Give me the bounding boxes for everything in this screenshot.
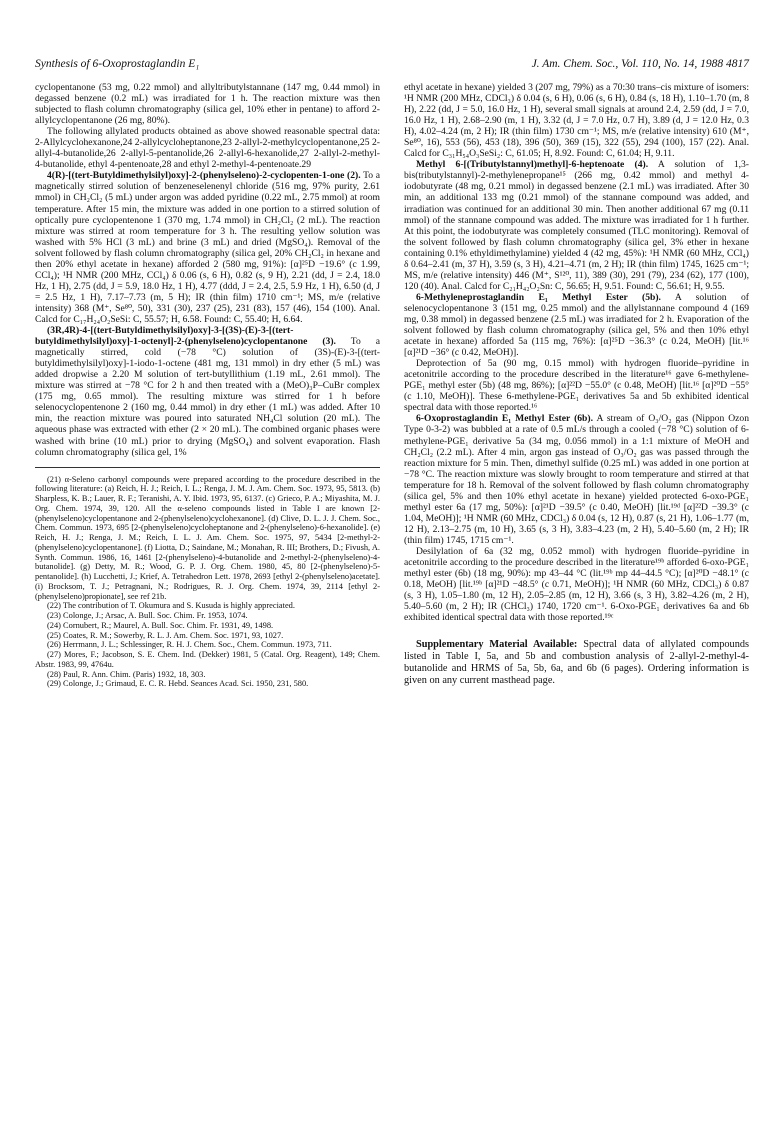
header-title: Synthesis of 6-Oxoprostaglandin E₁ bbox=[35, 58, 200, 70]
paragraph-text: Deprotection of 5a (90 mg, 0.15 mmol) with hydrogen fluoride–pyridine in acetonitrile according to the procedure described in the literature¹⁶ gave 6-methylene-PGE₁ methyl ester (5b) (48 mg, 86%); [α]²²D −55.0° (c 0.48, MeOH) [lit.¹⁶ [α]²⁰D −55° (c 1.10, MeOH)]. These 6-methylene-PGE₁ derivatives 5a and 5b exhibited identical spectral data with those reported.¹⁶ bbox=[404, 358, 749, 414]
right-column-body bbox=[404, 82, 749, 623]
paragraph bbox=[404, 413, 749, 546]
reference-item: (23) Colonge, J.; Arsac, A. Bull. Soc. Chim. Fr. 1953, 1074. bbox=[47, 611, 248, 621]
left-column-body bbox=[35, 82, 380, 458]
paragraph-text: A solution of 1,3-bis(tributylstannyl)-2-methylenepropane¹⁵ (266 mg, 0.42 mmol) and methyl 4-iodobutyrate (48 mg, 0.21 mmol) in degassed benzene (2.1 mL) was irradiated. After 30 min, an additional 133 mg (0.21 mmol) of the stannane compound was added, and irradiation was continued for an additional 30 min. Then another additional 67 mg (0.11 mmol) of the stannane compound was added. The mixture was irradiated for 1 h further. At this point, the iodobutyrate was completely consumed (TLC monitoring). Removal of the solvent followed by flash column chromatography (silica gel, 3% ether in hexane containing 0.1% ethyldimethylamine) yielded 4 (42 mg, 45%): ¹H NMR (60 MHz, CCl₄) δ 0.64–2.41 (m, 37 H), 3.59 (s, 3 H), 4.21–4.71 (m, 2 H); IR (thin film) 1745, 1625 cm⁻¹; MS, m/e (relative intensity) 446 (M⁺, S¹²⁰, 11), 389 (30), 291 (79), 234 (62), 177 (100), 120 (40). Anal. Calcd for C₂₁H₄₂O₂Sn: C, 56.65; H, 9.51. Found: C, 56.61; H, 9.55. bbox=[404, 159, 750, 292]
paragraph bbox=[35, 170, 380, 325]
reference-item: (22) The contribution of T. Okumura and S. Kusuda is highly appreciated. bbox=[47, 601, 295, 611]
supplementary-material bbox=[404, 639, 749, 687]
paragraph bbox=[404, 159, 749, 292]
paragraph-text: A solution of selenocyclopentanone 3 (151 mg, 0.25 mmol) and the allylstannane compound 4 (169 mg, 0.38 mmol) in degassed benzene (2.5 mL) was irradiated for 2 h. Evaporation of the solvent followed by flash column chromatography (silica gel, 5% and then 10% ethyl acetate in hexane) afforded 5a (115 mg, 76%): [α]²⁵D −36.3° (c 0.24, MeOH) [lit.¹⁶ [α]²¹D −36° (c 0.42, MeOH)]. bbox=[404, 291, 749, 359]
paragraph bbox=[404, 82, 749, 159]
header-journal-citation: J. Am. Chem. Soc., Vol. 110, No. 14, 1988 4817 bbox=[531, 58, 749, 70]
paragraph bbox=[404, 546, 749, 623]
paragraph-heading: 6-Methyleneprostaglandin E₁ Methyl Ester (5b). bbox=[416, 291, 661, 303]
left-column bbox=[35, 82, 380, 689]
reference-item: (25) Coates, R. M.; Sowerby, R. L. J. Am. Chem. Soc. 1971, 93, 1027. bbox=[47, 630, 284, 640]
paragraph-text: Desilylation of 6a (32 mg, 0.052 mmol) with hydrogen fluoride–pyridine in acetonitrile according to the procedure described in the literature¹⁹ᵇ afforded 6-oxo-PGE₁ methyl ester (6b) (18 mg, 90%): mp 43–44 °C (lit.¹⁹ᵇ mp 44–44.5 °C); [α]²⁰D −48.1° (c 0.18, MeOH) [lit.¹⁹ᵇ [α]²¹D −48.5° (c 0.71, MeOH)]; ¹H NMR (60 MHz, CDCl₃) δ 0.87 (s, 3 H), 1.05–1.80 (m, 12 H), 2.05–2.85 (m, 12 H), 3.66 (s, 3 H), 3.82–4.26 (m, 2 H), 5.40–5.60 (m, 2 H); IR (CHCl₃) 1740, 1720 cm⁻¹. 6-Oxo-PGE₁ derivatives 6a and 6b exhibited identical spectral data with those reported.¹⁹ᶜ bbox=[404, 545, 749, 624]
paragraph-heading: 4(R)-[(tert-Butyldimethylsilyl)oxy]-2-(phenylseleno)-2-cyclopenten-1-one (2). bbox=[47, 170, 361, 182]
reference-item: (24) Cornubert, R.; Maurel, A. Bull. Soc. Chim. Fr. 1931, 49, 1498. bbox=[47, 620, 274, 630]
reference-item: (29) Colonge, J.; Grimaud, E. C. R. Hebd. Seances Acad. Sci. 1950, 231, 580. bbox=[47, 679, 309, 689]
running-header bbox=[35, 58, 749, 74]
supplementary-heading: Supplementary Material Available: bbox=[416, 639, 578, 651]
footnote-divider bbox=[35, 467, 380, 468]
right-column bbox=[404, 82, 749, 687]
supplementary-paragraph bbox=[404, 639, 749, 687]
paragraph bbox=[404, 292, 749, 358]
reference-item: (26) Herrmann, J. L.; Schlessinger, R. H. J. Chem. Soc., Chem. Commun. 1973, 711. bbox=[47, 640, 332, 650]
paragraph-text: To a magnetically stirred, cold (−78 °C) solution of (3S)-(E)-3-[(tert-butyldimethylsilyl)oxy]-1-iodo-1-octene (481 mg, 131 mmol) in dry ether (5 mL) was added dropwise a 2.20 M solution of tert-butyllithium (1.19 mL, 2.61 mmol). The mixture was stirred at −78 °C for 2 h and then treated with a (MeO)₃P–CuBr complex (175 mg, 0.65 mmol). The resulting mixture was stirred for 1 h before selenocyclopentenone 2 (160 mg, 0.44 mmol) in dry ether (1 mL) was added. After 10 min, the reaction mixture was poured into saturated NH₄Cl solution (20 mL). The aqueous phase was extracted with ether (2 × 20 mL). The combined organic phases were washed with brine (10 mL) prior to drying (MgSO₄) and solvent evaporation. Flash column chromatography (silica gel, 1% bbox=[35, 336, 381, 458]
paragraph-text: To a magnetically stirred solution of benzeneselenenyl chloride (516 mg, 97% purity, 2.61 mmol) in CH₂Cl₂ (5 mL) under argon was added pyridine (0.22 mL, 2.75 mmol) at room temperature. After 15 min, the mixture was added in one portion to a stirred solution of optically pure cyclopentenone 1 (370 mg, 1.74 mmol) in CH₂Cl₂ (2 mL). The reaction mixture was stirred at room temperature for 3 h. The resulting yellow solution was washed with 5% HCl (3 mL) and brine (3 mL) and dried (MgSO₄). Removal of the solvent followed by flash column chromatography (silica gel, 20% CH₂Cl₂ in hexane and then 20% ethyl acetate in hexane) afforded 2 (580 mg, 91%): [α]²⁵D −19.6° (c 1.99, CCl₄); ¹H NMR (200 MHz, CCl₄) δ 0.06 (s, 6 H), 0.82 (s, 9 H), 2.21 (dd, J = 2.4, 18.0 Hz, 1 H), 2.75 (dd, J = 5.9, 18.0 Hz, 1 H), 4.77 (ddd, J = 2.4, 2.5, 5.9 Hz, 1 H), 6.50 (d, J = 2.5 Hz, 1 H), 7.17–7.73 (m, 5 H); IR (thin film) 1710 cm⁻¹; MS, m/e (relative intensity) 368 (M⁺, Se⁸⁰, 50), 331 (30), 237 (25), 231 (83), 157 (46), 154 (100). Anal. Calcd for C₁₇H₂₄O₂SeSi: C, 55.57; H, 6.58. Found: C, 55.40; H, 6.64. bbox=[35, 170, 380, 325]
paragraph-text: A stream of O₃/O₂ gas (Nippon Ozon Type 0-3-2) was bubbled at a rate of 0.5 mL/s through a cooled (−78 °C) solution of 6-methylene-PGE₁ derivative 5a (34 mg, 0.056 mmol) in a 1:1 mixture of MeOH and CH₂Cl₂ (2.2 mL). After 4 min, argon gas instead of O₃/O₂ gas was passed through the reaction mixture for 5 min. Then, dimethyl sulfide (0.25 mL) was added in one portion at −78 °C. The reaction mixture was slowly brought to room temperature and stirred at that temperature for 18 h. Removal of the solvent followed by flash column chromatography (silica gel, 5% and then 10% ethyl acetate in hexane) yielded protected 6-oxo-PGE₁ methyl ester 6a (17 mg, 50%): [α]²¹D −39.5° (c 0.40, MeOH) [lit.¹⁹ᵈ [α]²²D −39.3° (c 1.04, MeOH)]; ¹H NMR (60 MHz, CDCl₃) δ 0.04 (s, 12 H), 0.87 (s, 21 H), 1.06–1.77 (m, 12 H), 2.13–2.75 (m, 10 H), 3.65 (s, 3 H), 3.83–4.23 (m, 2 H), 5.40–5.60 (m, 2 H); IR (thin film) 1745, 1715 cm⁻¹. bbox=[404, 413, 750, 546]
paragraph-text: The following allylated products obtained as above showed reasonable spectral data: 2-Allylcyclohexanone,24 2-allylcycloheptanone,23 2-allyl-2-methylcyclopentanone,25 2-allyl-4-butanolide,26 2-allyl-5-pentanolide,26 2-allyl-6-hexanolide,27 2-allyl-2-methyl-4-butanolide, ethyl 4-pentenoate,28 and ethyl 2-methyl-4-pentenoate.29 bbox=[35, 126, 380, 171]
paragraph bbox=[35, 126, 380, 170]
paragraph bbox=[35, 82, 380, 126]
reference-item: (28) Paul, R. Ann. Chim. (Paris) 1932, 18, 303. bbox=[47, 669, 206, 679]
paragraph bbox=[404, 358, 749, 413]
references bbox=[35, 475, 380, 690]
reference-item: (27) Mores, F.; Jacobson, S. E. Chem. Ind. (Dekker) 1981, 5 (Catal. Org. Reagent), 149; Chem. Abstr. 1983, 99, 4764u. bbox=[35, 650, 380, 669]
paragraph-heading: (3R,4R)-4-[(tert-Butyldimethylsilyl)oxy]-3-[(3S)-(E)-3-[(tert-butyldimethylsilyl)oxy]-1-octenyl]-2-(phenylseleno)cyclopentanone (3). bbox=[35, 325, 336, 348]
paragraph-heading: Methyl 6-[(Tributylstannyl)methyl]-6-heptenoate (4). bbox=[416, 159, 649, 171]
paragraph bbox=[35, 325, 380, 458]
reference-item: (21) α-Seleno carbonyl compounds were prepared according to the procedure described in the following literature: (a) Reich, H. J.; Reich, I. L.; Renga, J. M. J. Am. Chem. Soc. 1973, 95, 5813. (b) Sharpless, K. B.; Lauer, R. F.; Teranishi, A. Y. Ibid. 1973, 95, 6137. (c) Grieco, P. A.; Miyashita, M. J. Org. Chem. 1974, 39, 120. All the α-seleno compounds listed in Table I are known [2-(phenylseleno)cyclopentanone and 2-(phenylseleno)cyclohexanone]. (d) Clive, D. L. J. J. Chem. Soc., Chem. Commun. 1973, 695 [2-(phenylseleno)cycloheptanone and 2-(phenylseleno)-6-hexanolide]. (e) Reich, H. J.; Renga, J. M.; Reich, I. L. J. Am. Chem. Soc. 1975, 97, 5434 [2-methyl-2-(phenylseleno)cyclopentanone]. (f) Liotta, D.; Saindane, M.; Monahan, R. III; Brothers, D.; Fivush, A. Synth. Commun. 1986, 16, 1461 [2-(phenylseleno)-4-butanolide and 2-methyl-2-(phenylseleno)-4-butanolide]. (g) Detty, M. R.; Wood, G. P. J. Org. Chem. 1980, 45, 80 [2-(phenylseleno)-5-pentanolide]. (h) Lucchetti, J.; Krief, A. Tetrahedron Lett. 1978, 2693 [ethyl 2-(phenylseleno)acetate]. (i) Brocksom, T. J.; Petragnani, N.; Rodrigues, R. J. Org. Chem. 1974, 39, 2114 [ethyl 2-(phenylseleno)propionate], see ref 21b. bbox=[35, 474, 380, 601]
supplementary-text: Spectral data of allylated compounds listed in Table I, 5a, and 5b and combustion analysis of 2-allyl-2-methyl-4-butanolide and HRMS of 5a, 5b, 6a, and 6b (6 pages). Ordering information is given on any current masthead page. bbox=[404, 639, 749, 687]
paragraph-text: cyclopentanone (53 mg, 0.22 mmol) and allyltributylstannane (147 mg, 0.44 mmol) in degassed benzene (0.2 mL) was irradiated for 1 h. The reaction mixture was then subjected to flash column chromatography (silica gel, 10% ether in pentane) to afford 2-allylcyclopentanone (26 mg, 80%). bbox=[35, 82, 380, 127]
paragraph-heading: 6-Oxoprostaglandin E₁ Methyl Ester (6b). bbox=[416, 413, 593, 425]
paragraph-text: ethyl acetate in hexane) yielded 3 (207 mg, 79%) as a 70:30 trans–cis mixture of isomers: ¹H NMR (200 MHz, CDCl₃) δ 0.04 (s, 6 H), 0.06 (s, 6 H), 0.84 (s, 18 H), 1.10–1.70 (m, 8 H), 2.22 (dd, J = 5.0, 16.0 Hz, 1 H), several small signals at around 2.4, 2.59 (dd, J = 7.0, 16.0 Hz, 1 H), 2.68–2.90 (m, 1 H), 3.32 (d, J = 7.0 Hz, 0.7 H), 3.89 (d, J = 12.0 Hz, 0.3 H), 4.02–4.24 (m, 2 H); IR (thin film) 1730 cm⁻¹; MS, m/e (relative intensity) 610 (M⁺, Se⁸⁰, 16), 553 (56), 453 (18), 396 (50), 369 (15), 322 (55), 294 (100), 157 (22). Anal. Calcd for C₃₁H₅₄O₃SeSi₂: C, 61.05; H, 8.92. Found: C, 61.04; H, 9.11. bbox=[404, 82, 749, 160]
